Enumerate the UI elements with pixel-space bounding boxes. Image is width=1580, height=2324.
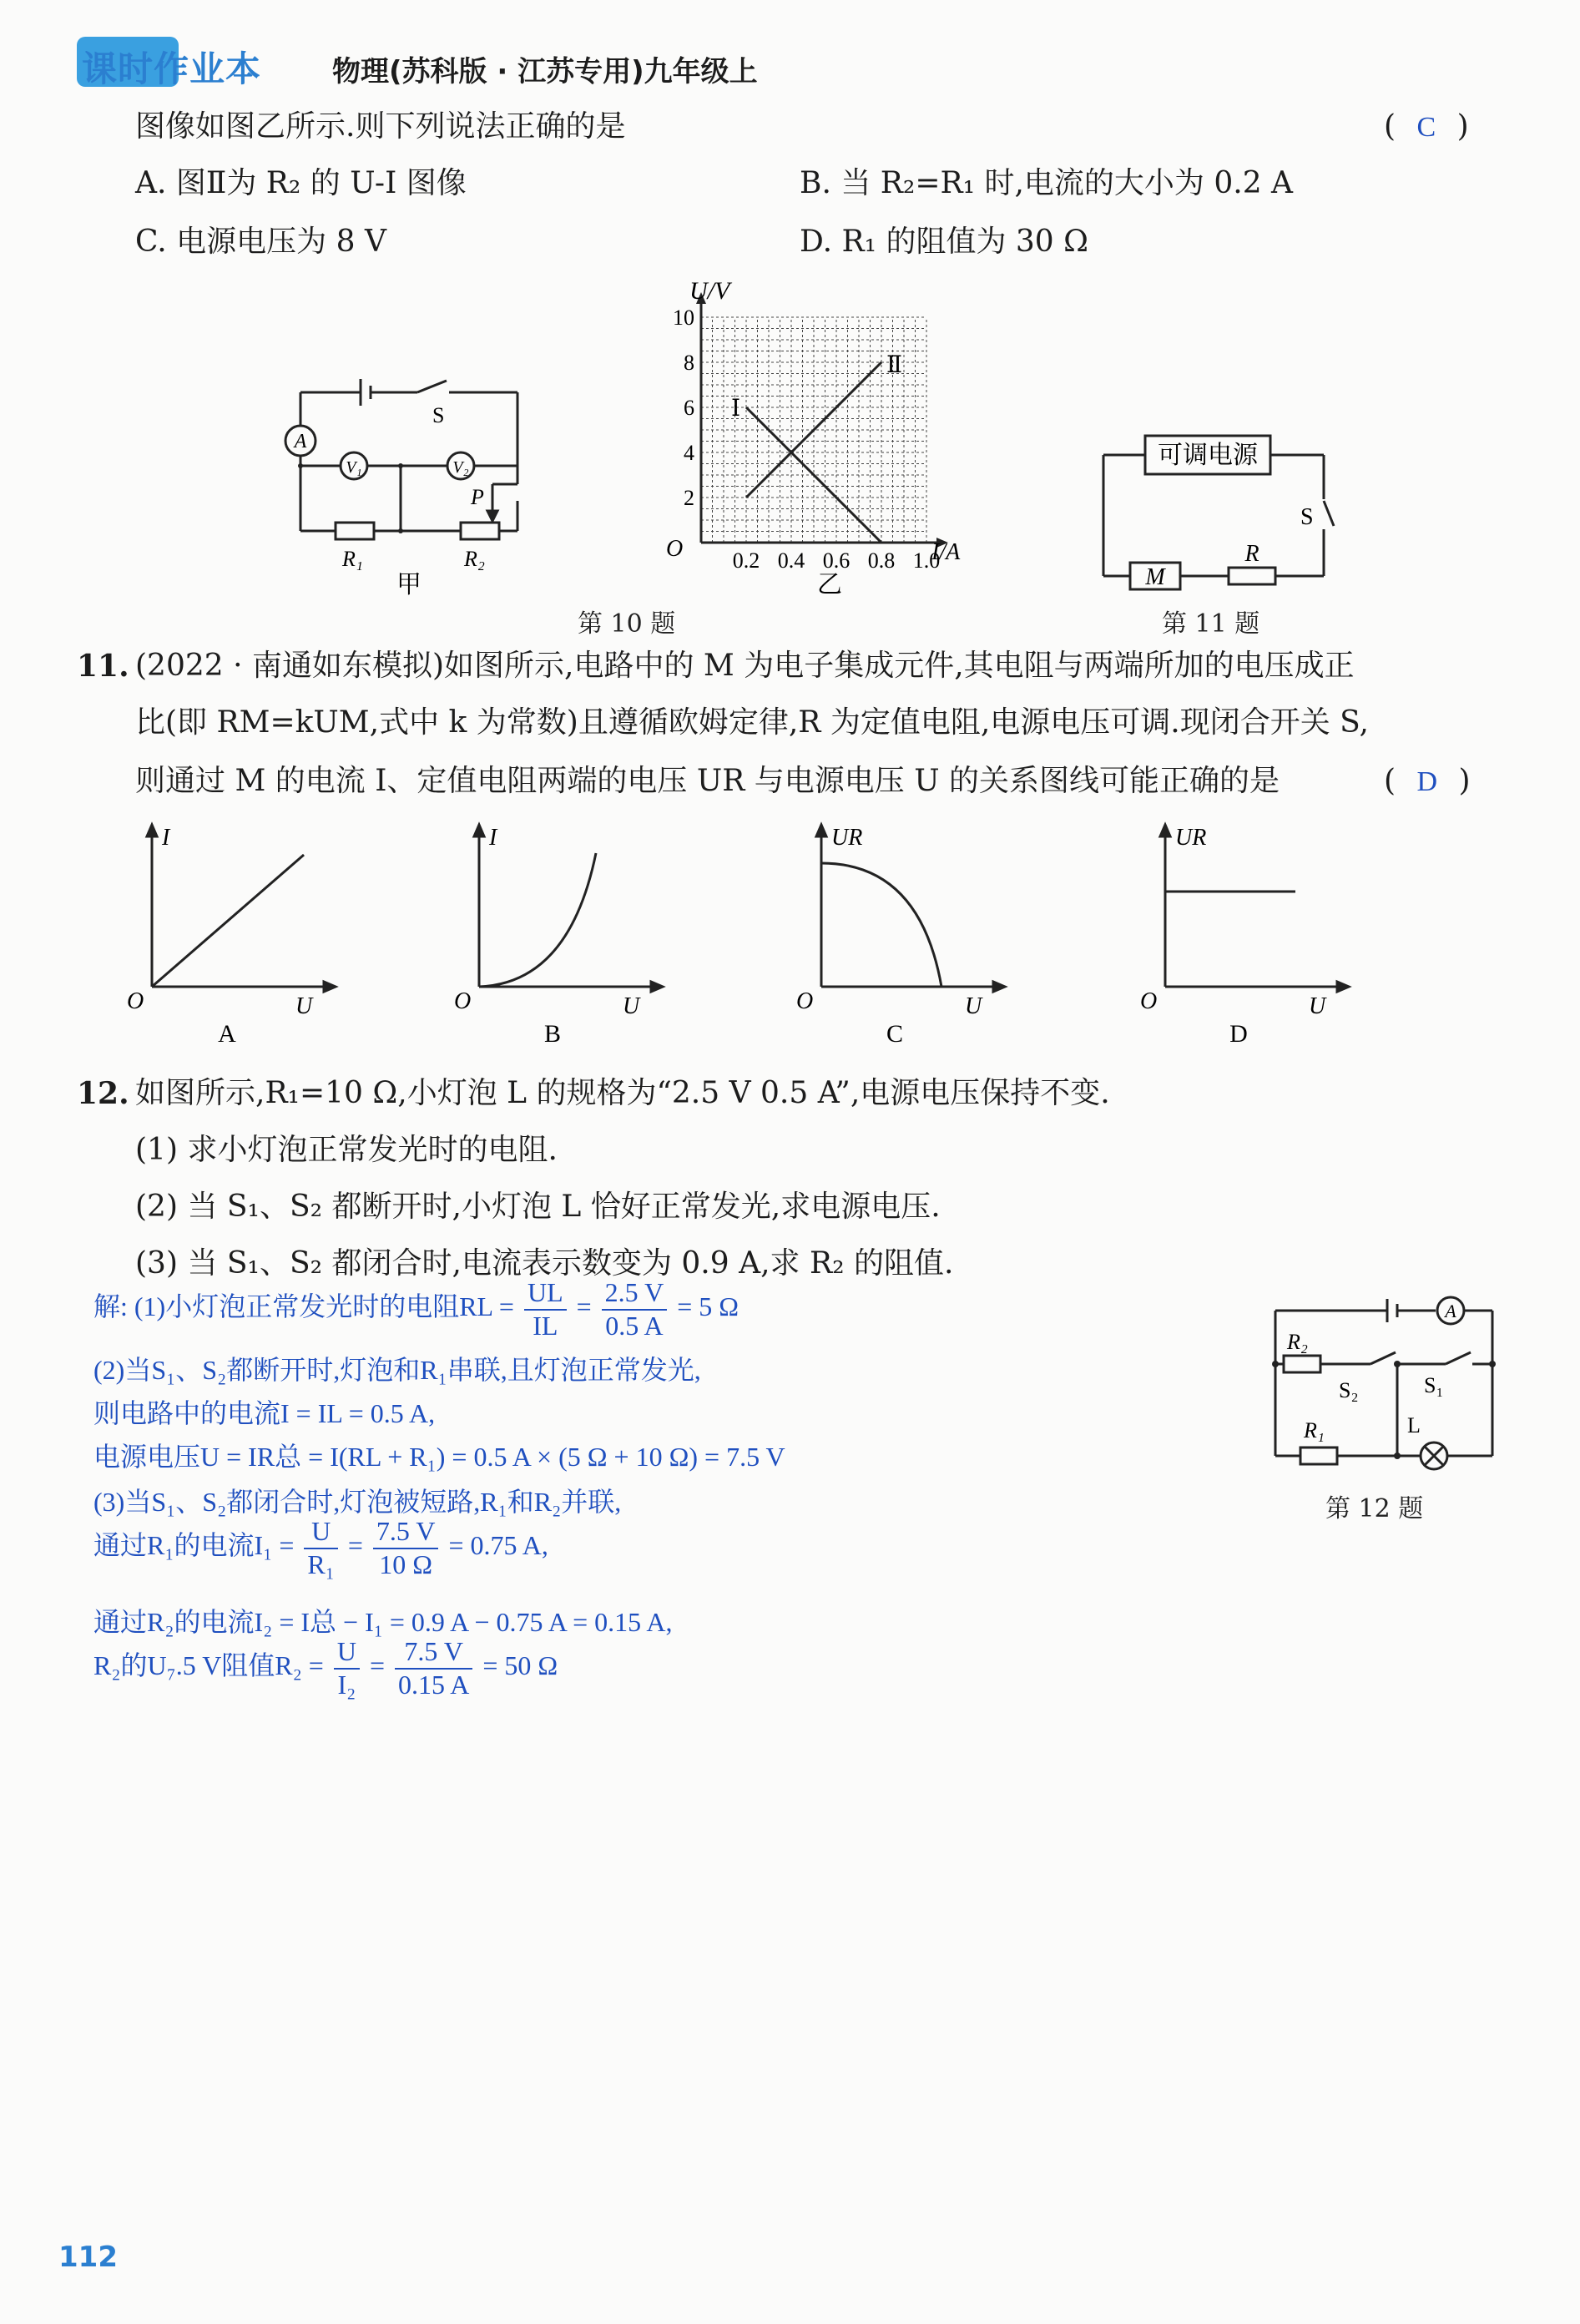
q12-part1: (1) 求小灯泡正常发光时的电阻. <box>135 1133 558 1167</box>
graph-b-origin: O <box>454 988 472 1014</box>
fig-jia-label: 甲 <box>396 571 422 599</box>
x-tick-label: 0.4 <box>777 548 805 573</box>
graph-b-xlabel: U <box>623 993 640 1019</box>
series-label-2: Ⅱ <box>886 352 903 378</box>
q12-r1-label: R₁ <box>1304 1418 1325 1442</box>
y-tick-label: 6 <box>684 396 694 420</box>
component-m-label: M <box>1145 564 1165 590</box>
q11-circuit <box>1090 424 1340 591</box>
q10-answer-bracket: ( C ) <box>1384 109 1469 144</box>
x-tick-label: 1.0 <box>912 548 941 573</box>
sol-line7: 通过R₂的电流I₂ = I总 − I₁ = 0.9 A − 0.75 A = 0.15 A, <box>93 1607 673 1637</box>
sol-line6: 通过R₁的电流I₁ = $\frac{U}{\text{R₁}}$ = $\frac{7.5 V}{10 \Omega}$ = 0.75 A, <box>93 1516 548 1579</box>
x-tick-label: 0.8 <box>867 548 896 573</box>
graph-c-ylabel: UR <box>831 825 863 851</box>
sol-line2: (2)当S₁、S₂都断开时,灯泡和R₁串联,且灯泡正常发光, <box>93 1355 701 1385</box>
q12-ammeter-label: A <box>1445 1301 1456 1321</box>
q12-r2-label: R₂ <box>1287 1330 1308 1354</box>
graph-d-origin: O <box>1140 988 1158 1014</box>
sol-line1: 解: (1)小灯泡正常发光时的电阻RL = $\frac{UL}{IL}$ = $\frac{2.5 V}{0.5 A}$ = 5 Ω <box>93 1277 740 1341</box>
graph-d-xlabel: U <box>1309 993 1326 1019</box>
graph-d-ylabel: UR <box>1175 825 1207 851</box>
graph-d-option: D <box>1229 1020 1248 1045</box>
ammeter-label: A <box>294 431 307 452</box>
page-number: 112 <box>58 2241 118 2274</box>
x-tick-label: 0.6 <box>822 548 851 573</box>
q10-stem: 图像如图乙所示.则下列说法正确的是 <box>135 109 626 144</box>
chart-origin: O <box>666 536 684 562</box>
v2-label: V₂ <box>452 458 469 477</box>
sol-line5: (3)当S₁、S₂都闭合时,灯泡被短路,R₁和R₂并联, <box>93 1487 622 1517</box>
slider-label: P <box>471 485 484 509</box>
adjustable-source-label: 可调电源 <box>1158 442 1258 469</box>
sol-line8: R₂的U₇.5 V阻值R₂ = $\frac{U}{\text{I₂}}$ = $\frac{7.5 V}{0.15 A}$ = 50 Ω <box>93 1636 558 1700</box>
graph-c-origin: O <box>796 988 814 1014</box>
v1-label: V₁ <box>346 458 362 477</box>
q10-option-d: D. R₁ 的阻值为 30 Ω <box>800 225 1088 259</box>
logo-text: 课时作业本 <box>82 48 262 89</box>
q11-answer: D <box>1416 766 1438 797</box>
q11-graph-b <box>452 820 669 1045</box>
q12-lamp-label: L <box>1407 1413 1421 1437</box>
q10-option-b: B. 当 R₂=R₁ 时,电流的大小为 0.2 A <box>800 166 1294 200</box>
header-logo <box>77 37 319 87</box>
y-axis-label: U/V <box>689 277 730 305</box>
r2-label: R₂ <box>464 547 485 571</box>
series-label-1: Ⅰ <box>731 396 741 422</box>
y-tick-label: 2 <box>684 486 694 510</box>
y-tick-label: 4 <box>684 441 694 465</box>
q10-caption: 第 10 题 <box>578 609 676 639</box>
q11-graph-a <box>125 820 342 1045</box>
graph-c-option: C <box>886 1020 904 1045</box>
q12-caption: 第 12 题 <box>1325 1494 1424 1523</box>
q10-chart-yi <box>651 275 985 601</box>
q12-part2: (2) 当 S₁、S₂ 都断开时,小灯泡 L 恰好正常发光,求电源电压. <box>135 1190 941 1224</box>
q12-number: 12. <box>77 1076 129 1111</box>
q11-graph-d <box>1138 820 1355 1045</box>
graph-b-ylabel: I <box>489 825 497 851</box>
y-tick-label: 8 <box>684 351 694 375</box>
graph-c-xlabel: U <box>965 993 982 1019</box>
graph-a-option: A <box>218 1020 236 1045</box>
fig-yi-label: 乙 <box>817 571 842 599</box>
q12-s2-label: S₂ <box>1339 1378 1359 1402</box>
r1-label: R₁ <box>342 547 363 571</box>
graph-b-option: B <box>543 1020 562 1045</box>
q10-option-a: A. 图Ⅱ为 R₂ 的 U-I 图像 <box>135 166 467 200</box>
q11-line1: (2022 · 南通如东模拟)如图所示,电路中的 M 为电子集成元件,其电阻与两端所加的电压成正 <box>135 649 1355 683</box>
q11-line3: 则通过 M 的电流 I、定值电阻两端的电压 UR 与电源电压 U 的关系图线可能正确的是 <box>135 764 1280 798</box>
chart-lines <box>731 352 902 543</box>
q11-answer-bracket: ( D ) <box>1384 764 1471 798</box>
chart-ticks <box>673 306 940 573</box>
x-tick-label: 0.2 <box>732 548 760 573</box>
q11-line2: 比(即 RM=kUM,式中 k 为常数)且遵循欧姆定律,R 为定值电阻,电源电压可调.现闭合开关 S, <box>135 705 1369 740</box>
sol-line4: 电源电压U = IR总 = I(RL + R₁) = 0.5 A × (5 Ω + 10 Ω) = 7.5 V <box>93 1442 785 1472</box>
graph-a-origin: O <box>127 988 144 1014</box>
graph-a-xlabel: U <box>295 993 313 1019</box>
switch-label: S <box>432 403 445 427</box>
q11-caption: 第 11 题 <box>1162 609 1260 639</box>
q11-graph-c <box>795 820 1012 1045</box>
q10-circuit-jia <box>267 367 534 601</box>
q12-stem: 如图所示,R₁=10 Ω,小灯泡 L 的规格为“2.5 V 0.5 A”,电源电压保持不变. <box>135 1076 1110 1110</box>
sol-line3: 则电路中的电流I = IL = 0.5 A, <box>93 1398 436 1428</box>
resistor-r-label: R <box>1244 541 1259 567</box>
q12-part3: (3) 当 S₁、S₂ 都闭合时,电流表示数变为 0.9 A,求 R₂ 的阻值. <box>135 1246 954 1281</box>
switch-s-label: S <box>1300 504 1314 530</box>
q10-answer: C <box>1416 112 1436 143</box>
q12-s1-label: S₁ <box>1424 1373 1444 1397</box>
header-subject: 物理(苏科版 · 江苏专用)九年级上 <box>332 55 758 88</box>
q12-circuit <box>1264 1292 1506 1476</box>
q11-number: 11. <box>77 649 129 684</box>
x-axis-label: I/A <box>931 539 961 565</box>
y-tick-label: 10 <box>673 306 694 330</box>
q10-option-c: C. 电源电压为 8 V <box>135 225 386 259</box>
graph-a-ylabel: I <box>162 825 170 851</box>
